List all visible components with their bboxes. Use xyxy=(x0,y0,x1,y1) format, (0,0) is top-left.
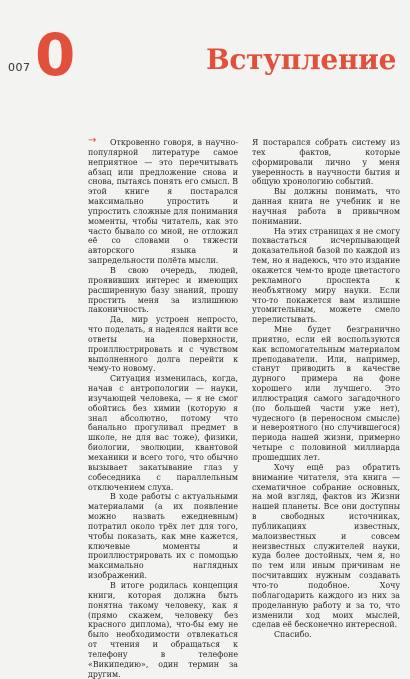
left-text-column xyxy=(88,138,238,679)
paragraph: Мне будет безгранично приятно, если ей воспользуются как вспомогательным материалом преподаватели. Или, например, станут приводить в качестве дурного примера на фоне хорошего или лучшего. Это иллюстрация самого загадочного (по большей части уже нет), чудесного (в переносном смысле) и невероятного (но случившегося) периода нашей жизни, примерно четыре с половиной миллиарда прошедших лет. xyxy=(252,325,400,462)
paragraph: Откровенно говоря, в научно-популярной литературе самое неприятное — это перечитывать абзац или предложение снова и снова, пытаясь понять его смысл. В этой книге я постарался максимально упростить и упростить сложные для понимания моменты, чтобы читатель, как это часто бывало со мной, не отложил её со словами о тяжести авторского языка и запредельности полёта мысли. xyxy=(88,138,238,266)
paragraph: В итоге родилась концепция книги, которая должна быть понятна такому человеку, как я (прямо скажем, человеку без красного диплома), что-бы ему не было необходимости отвлекаться от чтения и обращаться к телефону в телефоне «Википедию», один термин за другим. xyxy=(88,580,238,679)
chapter-title: Вступление xyxy=(206,43,397,76)
paragraph: Да, мир устроен непросто, что поделать, я надеялся найти все ответы на поверхности, проиллюстрировать и с чувством выполненного долга перейти к чему-то новому. xyxy=(88,315,238,374)
paragraph: Хочу ещё раз обратить внимание читателя, эта книга — схематичное собрание основных, на мой взгляд, фактов из Жизни нашей планеты. Все они доступны в свободных источниках, публикациях известных, малоизвестных и совсем неизвестных служителей науки, куда более достойных, чем я, но по тем или иным причинам не посчитавших нужным создавать что-то подобное. Хочу поблагодарить каждого из них за проделанную работу и за то, что изменили ход моих мыслей, сделав её бесконечно интересной. xyxy=(252,462,400,630)
paragraph: На этих страницах я не смогу похвастаться исчерпывающей доказательной базой по каждой из тем, но я надеюсь, что это издание окажется чем-то вроде цветастого рекламного проспекта к необъятному миру науки. Если что-то покажется вам излишне утомительным, можете смело перелистывать. xyxy=(252,226,400,325)
paragraph: В свою очередь, людей, проявивших интерес и имеющих расширенную базу знаний, прошу простить меня за излишнюю лаконичность. xyxy=(88,265,238,315)
paragraph: Ситуация изменилась, когда, начав с антропологии — науки, изучающей человека, — я не смог обойтись без химии (которую я знал абсолютно, потому что банально прогуливал предмет в школе, не для вас тоже), физики, биологии, эволюции, квантовой механики и всего того, что обычно вызывает закатывание глаз у собеседника с параллельным отключением слуха. xyxy=(88,374,238,492)
page-number: 007 xyxy=(8,61,31,74)
paragraph: Я постарался собрать систему из тех фактов, которые сформировали лично у меня уверенность в научности бытия и общую хронологию событий. xyxy=(252,138,400,187)
paragraph: Спасибо. xyxy=(274,630,312,640)
paragraph: Вы должны понимать, что данная книга не учебник и не научная работа в привычном понимании. xyxy=(252,187,400,226)
arrow-icon: → xyxy=(88,135,97,146)
right-text-column xyxy=(252,138,400,640)
chapter-number: 0 xyxy=(35,21,76,89)
paragraph: В ходе работы с актуальными материалами (а их появление можно назвать ежедневным) потратил около трёх лет для того, чтобы показать, как мне кажется, ключевые моменты и проиллюстрировать их с помощью максимально наглядных изображений. xyxy=(88,492,238,581)
